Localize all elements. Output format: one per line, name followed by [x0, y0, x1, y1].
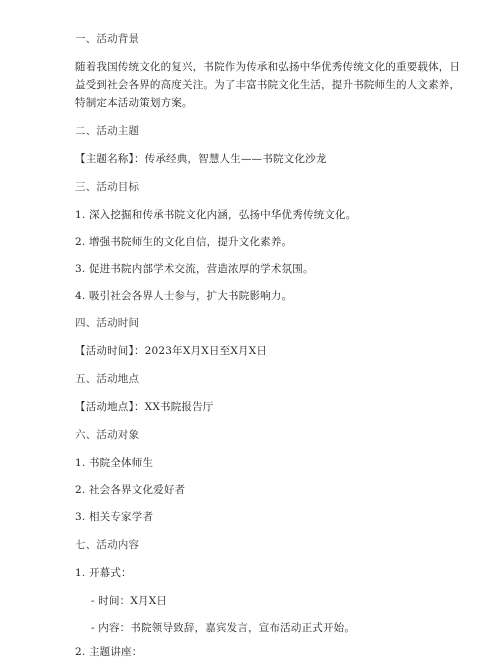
- section-heading-theme: 二、活动主题: [75, 125, 140, 137]
- section-heading-time: 四、活动时间: [75, 317, 140, 329]
- paragraph-line: 益受到社会各界的高度关注。为了丰富书院文化生活，提升书院师生的人文素养，: [75, 79, 461, 91]
- place-line: 【活动地点】：XX书院报告厅: [75, 401, 214, 413]
- content-item: 1. 开幕式：: [75, 567, 132, 579]
- section-heading-background: 一、活动背景: [75, 33, 140, 45]
- audience-item: 3. 相关专家学者: [75, 511, 154, 523]
- section-heading-goals: 三、活动目标: [75, 181, 140, 193]
- content-item: 2. 主题讲座：: [75, 646, 143, 658]
- theme-line: 【主题名称】：传承经典，智慧人生——书院文化沙龙: [75, 153, 327, 165]
- content-subitem: - 内容：书院领导致辞，嘉宾发言，宣布活动正式开始。: [91, 622, 356, 634]
- paragraph-line: 特制定本活动策划方案。: [75, 97, 193, 109]
- goal-item: 1. 深入挖掘和传承书院文化内涵，弘扬中华优秀传统文化。: [75, 209, 357, 221]
- section-heading-audience: 六、活动对象: [75, 429, 140, 441]
- goal-item: 3. 促进书院内部学术交流，营造浓厚的学术氛围。: [75, 263, 314, 275]
- audience-item: 2. 社会各界文化爱好者: [75, 484, 186, 496]
- section-heading-place: 五、活动地点: [75, 373, 140, 385]
- goal-item: 2. 增强书院师生的文化自信，提升文化素养。: [75, 236, 293, 248]
- paragraph-line: 随着我国传统文化的复兴，书院作为传承和弘扬中华优秀传统文化的重要载体，日: [75, 61, 461, 73]
- section-heading-content: 七、活动内容: [75, 539, 140, 551]
- goal-item: 4. 吸引社会各界人士参与，扩大书院影响力。: [75, 290, 293, 302]
- audience-item: 1. 书院全体师生: [75, 457, 154, 469]
- time-line: 【活动时间】：2023年X月X日至X月X日: [75, 345, 268, 357]
- content-subitem: - 时间：X月X日: [91, 595, 168, 607]
